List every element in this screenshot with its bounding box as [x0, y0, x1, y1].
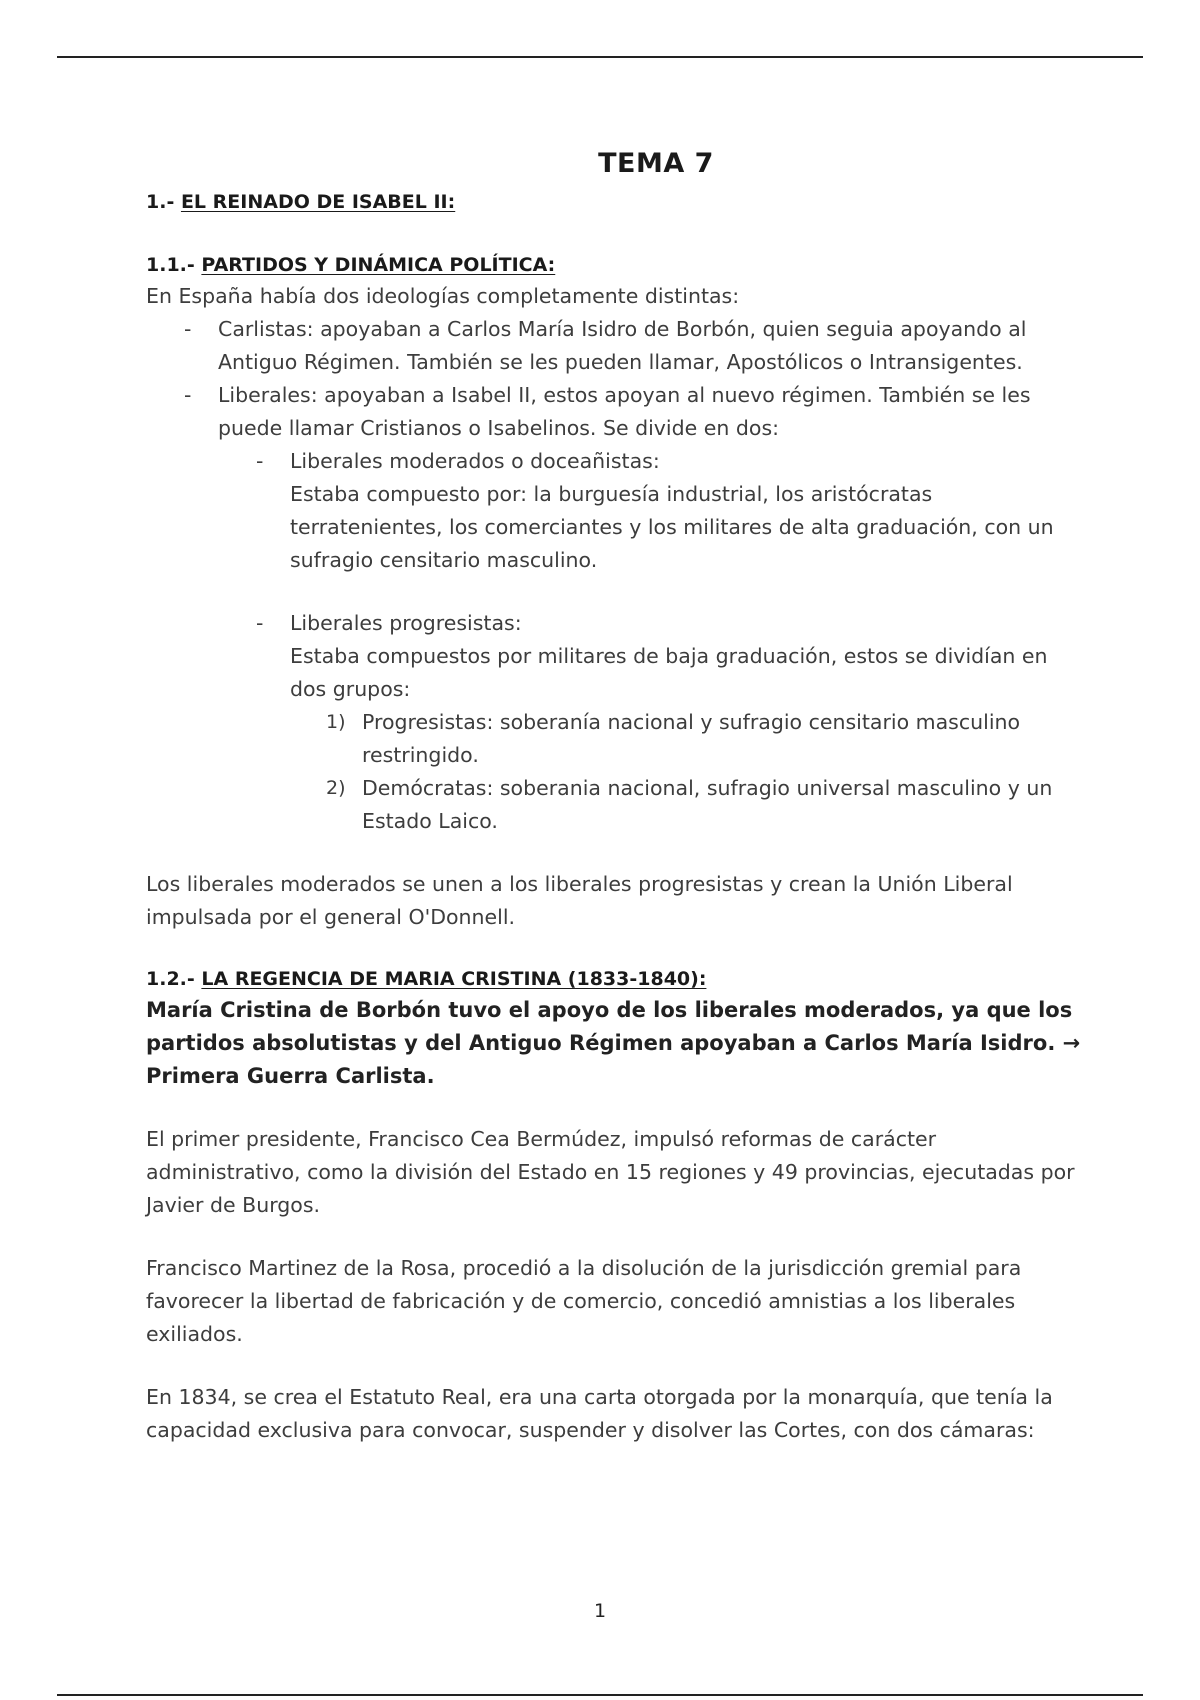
list-item-liberales: [146, 379, 1086, 838]
estatuto-real-paragraph: En 1834, se crea el Estatuto Real, era una carta otorgada por la monarquía, que tenía la capacidad exclusiva para convocar, suspender y disolver las Cortes, con dos cámaras:: [146, 1385, 1053, 1442]
liberales-sublist: [218, 445, 1086, 838]
progresistas-title: - Liberales progresistas:: [290, 611, 522, 635]
section-1-number: 1.-: [146, 191, 175, 213]
groups-list: [290, 706, 1086, 838]
section-1-heading: [146, 187, 1086, 217]
list-item-carlistas: - Carlistas: apoyaban a Carlos María Isidro de Borbón, quien seguia apoyando al Antiguo Régimen. También se les pueden llamar, Apostólicos o Intransigentes.: [146, 313, 1086, 379]
cea-bermudez-paragraph: El primer presidente, Francisco Cea Bermúdez, impulsó reformas de carácter administrativo, como la división del Estado en 15 regiones y 49 provincias, ejecutadas por Javier de Burgos.: [146, 1127, 1075, 1217]
section-1-1-heading: [146, 250, 1086, 280]
document-page: [146, 148, 1086, 1447]
list-item-group: [290, 772, 1086, 838]
bottom-rule: [57, 1694, 1143, 1696]
top-rule: [57, 56, 1143, 58]
martinez-rosa-paragraph: Francisco Martinez de la Rosa, procedió a la disolución de la jurisdicción gremial para favorecer la libertad de fabricación y de comercio, concedió amnistias a los liberales exiliados.: [146, 1256, 1022, 1346]
page-number: 1: [593, 1600, 607, 1622]
section-1-2-number: 1.2.-: [146, 968, 195, 990]
liberales-text: Liberales: apoyaban a Isabel II, estos apoyan al nuevo régimen. También se les puede llamar Cristianos o Isabelinos. Se divide en dos:: [218, 383, 1031, 440]
section-1-2-heading: [146, 964, 1086, 994]
group-number: 1): [326, 711, 346, 733]
moderados-title: - Liberales moderados o doceañistas:: [290, 449, 660, 473]
section-1-title: EL REINADO DE ISABEL II:: [180, 191, 456, 213]
list-item-group: [290, 706, 1086, 772]
document-title: TEMA 7: [598, 148, 714, 179]
group-text: Demócratas: soberania nacional, sufragio universal masculino y un Estado Laico.: [362, 776, 1053, 833]
progresistas-text: Estaba compuestos por militares de baja graduación, estos se dividían en dos grupos:: [290, 644, 1048, 701]
intro-paragraph: En España había dos ideologías completamente distintas:: [146, 284, 740, 308]
section-1-2-title: LA REGENCIA DE MARIA CRISTINA (1833-1840):: [201, 968, 707, 990]
moderados-text: Estaba compuesto por: la burguesía industrial, los aristócratas terratenientes, los comerciantes y los militares de alta graduación, con un sufragio censitario masculino.: [290, 482, 1054, 572]
maria-cristina-paragraph: María Cristina de Borbón tuvo el apoyo de los liberales moderados, ya que los partidos absolutistas y del Antiguo Régimen apoyaban a Carlos María Isidro. → Primera Guerra Carlista.: [146, 998, 1081, 1088]
group-text: Progresistas: soberanía nacional y sufragio censitario masculino restringido.: [362, 710, 1021, 767]
union-liberal-paragraph: Los liberales moderados se unen a los liberales progresistas y crean la Unión Liberal impulsada por el general O'Donnell.: [146, 872, 1013, 929]
section-1-1-title: PARTIDOS Y DINÁMICA POLÍTICA:: [201, 254, 556, 276]
group-number: 2): [326, 777, 346, 799]
section-1-1-number: 1.1.-: [146, 254, 195, 276]
list-item-moderados: [218, 445, 1086, 607]
list-item-progresistas: [218, 607, 1086, 838]
ideologies-list: [146, 313, 1086, 838]
